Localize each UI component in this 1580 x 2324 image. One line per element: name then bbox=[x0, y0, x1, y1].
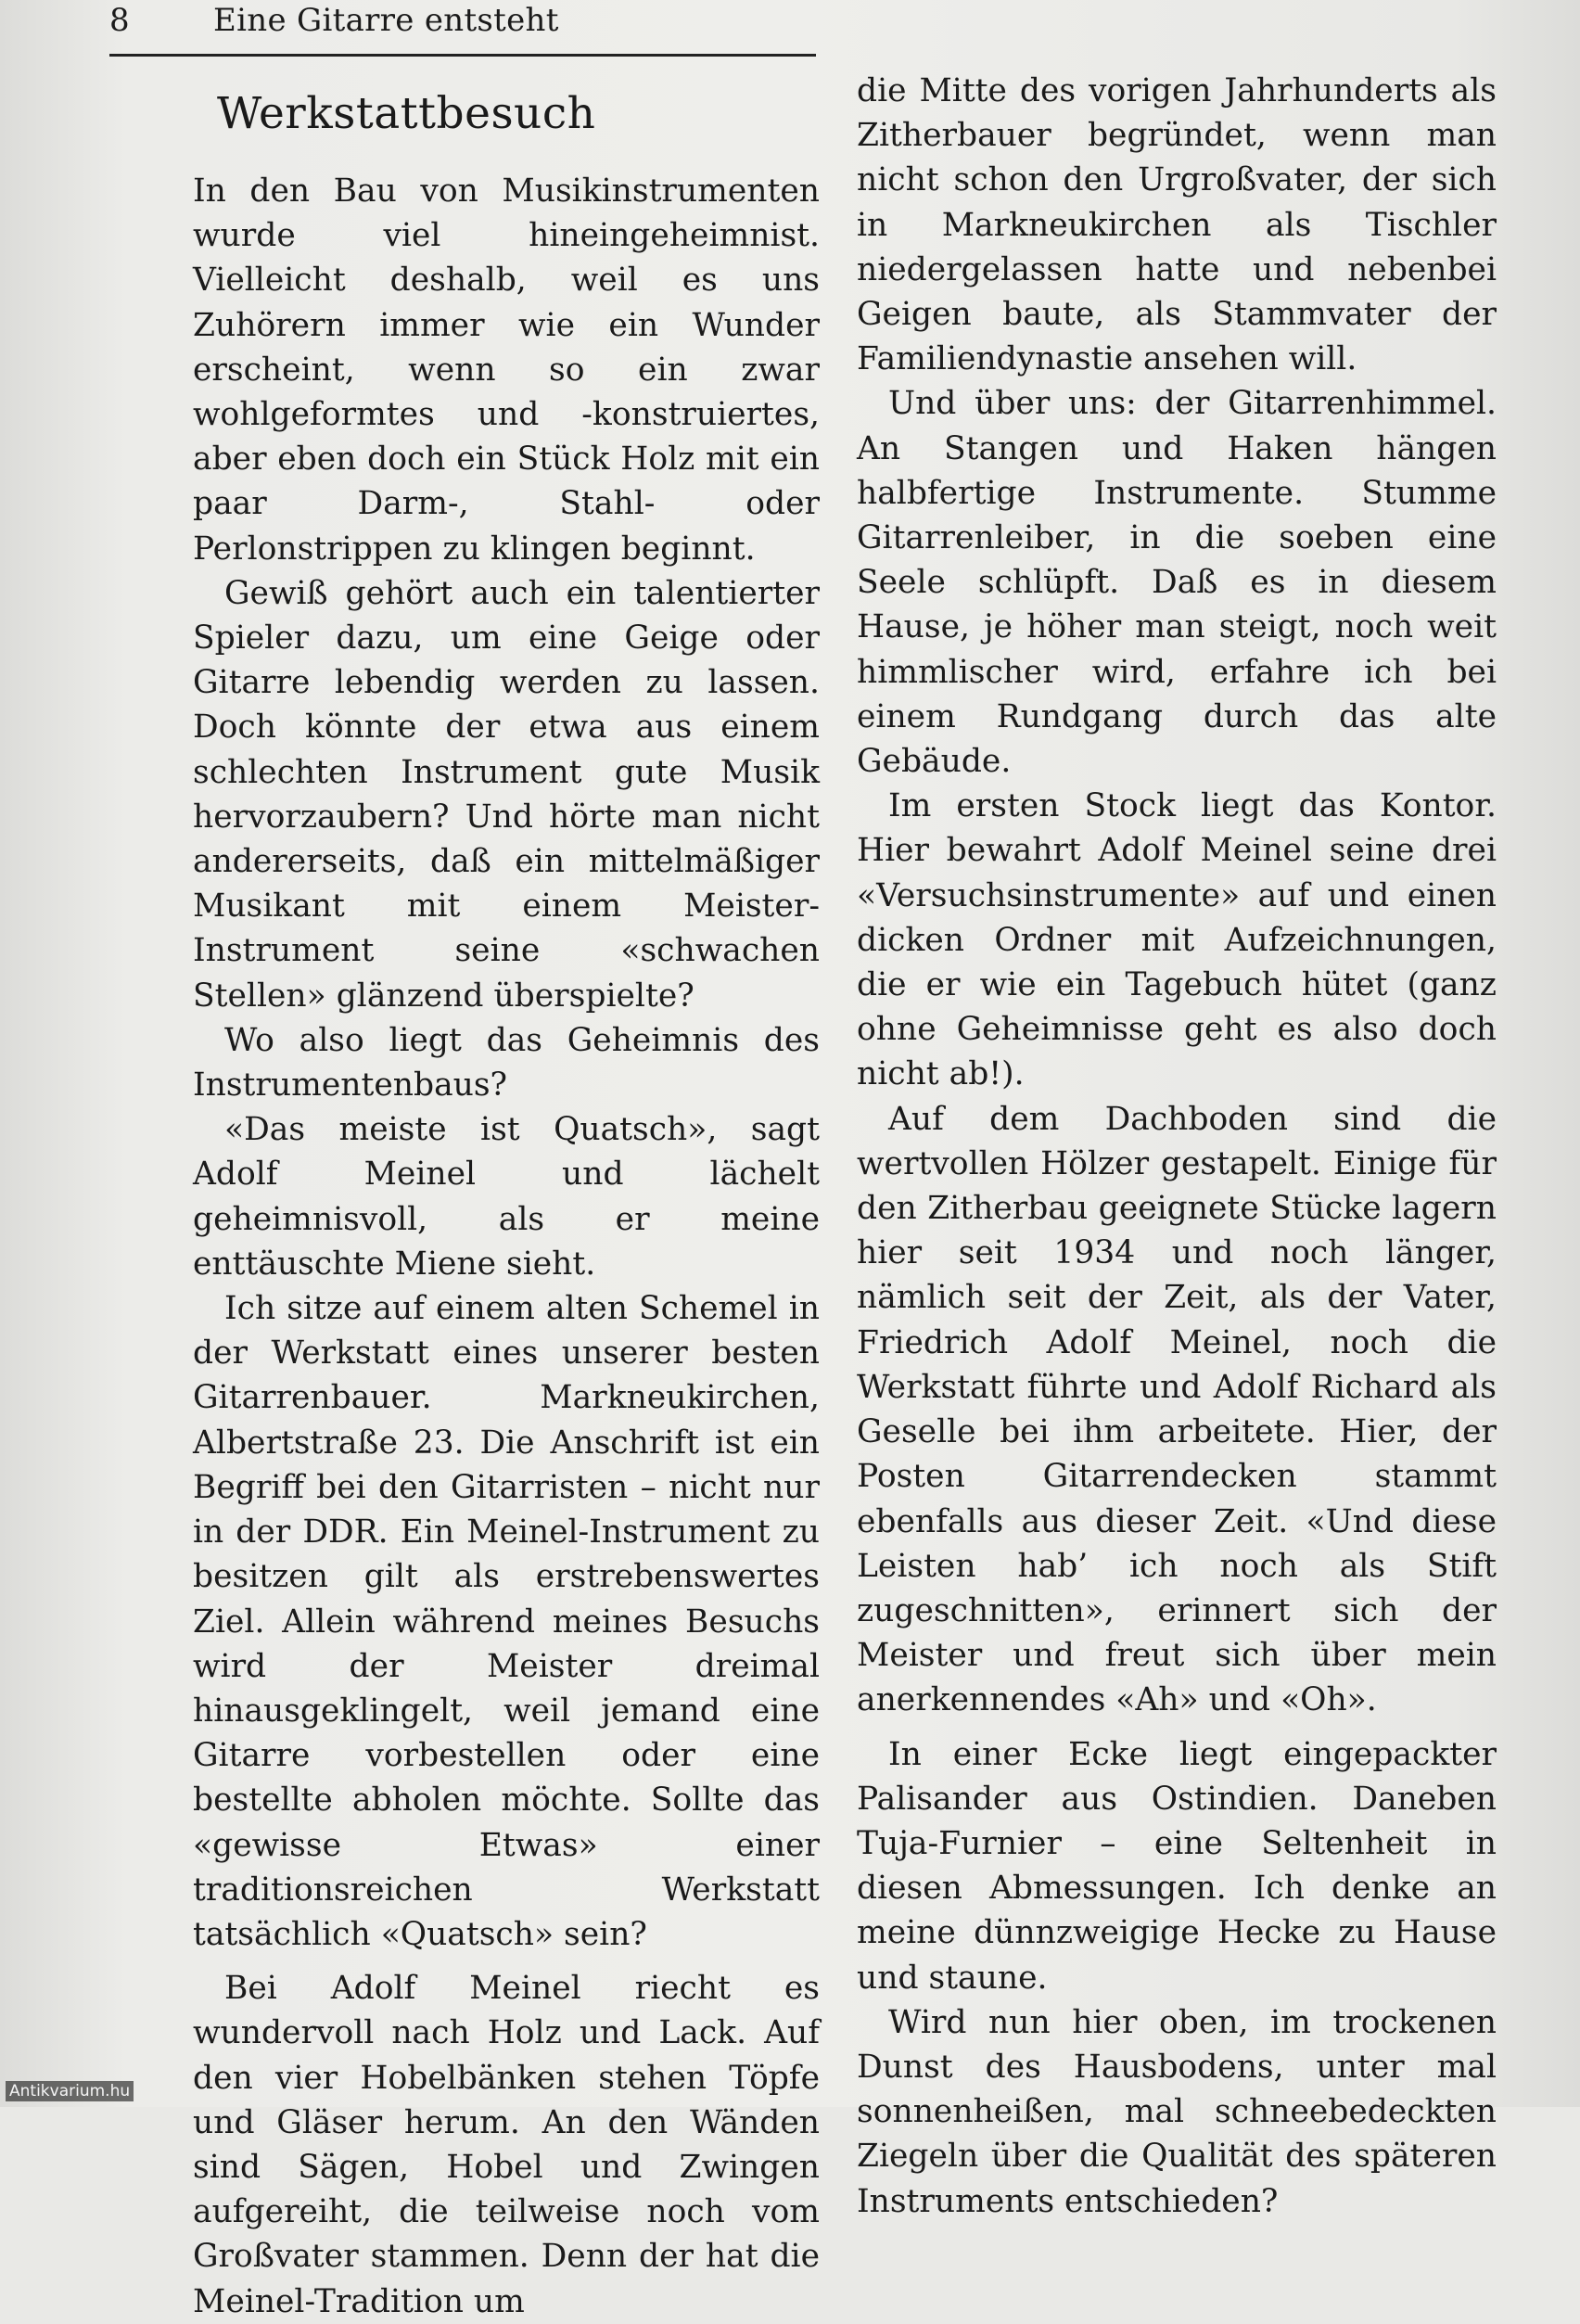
paragraph: Wo also liegt das Geheimnis des Instrumentenbaus? bbox=[193, 1021, 820, 1105]
paragraph: In den Bau von Musikinstrumenten wurde viel hineingeheimnist. Vielleicht deshalb, weil es uns Zuhörern immer wie ein Wunder erscheint, wenn so ein zwar wohlgeformtes und -konstruiertes, aber eben doch ein Stück Holz mit ein paar Darm-, Stahl- oder Perlonstrippen zu klingen beginnt. bbox=[193, 172, 820, 568]
paragraph: Auf dem Dachboden sind die wertvollen Hölzer gestapelt. Einige für den Zitherbau geeignete Stücke lagern hier seit 1934 und noch länger, nämlich seit der Zeit, als der Vater, Friedrich Adolf Meinel, noch die Werkstatt führte und Adolf Richard als Geselle bei ihm arbeitete. Hier, der Posten Gitarrendecken stammt ebenfalls aus dieser Zeit. «Und diese Leisten hab’ ich noch als Stift zugeschnitten», erinnert sich der Meister und freut sich über mein anerkennendes «Ah» und «Oh». bbox=[857, 1100, 1497, 1719]
page-header bbox=[109, 0, 816, 57]
paragraph: Bei Adolf Meinel riecht es wundervoll nach Holz und Lack. Auf den vier Hobelbänken stehen Töpfe und Gläser herum. An den Wänden sind Sägen, Hobel und Zwingen aufgereiht, die teilweise noch vom Großvater stammen. Denn der hat die Meinel-Tradition um bbox=[193, 1970, 820, 2320]
paragraph: Gewiß gehört auch ein talentierter Spieler dazu, um eine Geige oder Gitarre lebendig werden zu lassen. Doch könnte der etwa aus einem schlechten Instrument gute Musik hervorzaubern? Und hörte man nicht andererseits, daß ein mittelmäßiger Musikant mit einem Meister-Instrument seine «schwachen Stellen» glänzend überspielte? bbox=[193, 574, 820, 1015]
article-heading: Werkstattbesuch bbox=[217, 88, 596, 139]
paragraph: Ich sitze auf einem alten Schemel in der Werkstatt eines unserer besten Gitarrenbauer. Markneukirchen, Albertstraße 23. Die Anschrift ist ein Begriff bei den Gitarristen – nicht nur in der DDR. Ein Meinel-Instrument zu besitzen gilt als erstrebenswertes Ziel. Allein während meines Besuchs wird der Meister dreimal hinausgeklingelt, weil jemand eine Gitarre vorbestellen oder eine bestellte abholen möchte. Sollte das «gewisse Etwas» einer traditionsreichen Werkstatt tatsächlich «Quatsch» sein? bbox=[193, 1290, 820, 1953]
page-number: 8 bbox=[109, 2, 130, 39]
paragraph: die Mitte des vorigen Jahrhunderts als Zitherbauer begründet, wenn man nicht schon den Urgroßvater, der sich in Markneukirchen als Tischler niedergelassen hatte und nebenbei Geigen baute, als Stammvater der Familiendynastie ansehen will. bbox=[857, 72, 1497, 378]
paragraph: «Das meiste ist Quatsch», sagt Adolf Meinel und lächelt geheimnisvoll, als er meine enttäuschte Miene sieht. bbox=[193, 1111, 820, 1283]
running-title: Eine Gitarre entsteht bbox=[213, 2, 559, 39]
left-column bbox=[193, 85, 820, 2324]
right-column bbox=[857, 69, 1497, 2224]
paragraph: Wird nun hier oben, im trockenen Dunst des Hausbodens, unter mal sonnenheißen, mal schneebedeckten Ziegeln über die Qualität des späteren Instruments entschieden? bbox=[857, 2003, 1497, 2220]
paragraph: Und über uns: der Gitarrenhimmel. An Stangen und Haken hängen halbfertige Instrumente. Stumme Gitarrenleiber, in die soeben eine Seele schlüpft. Daß es in diesem Hause, je höher man steigt, noch weit himmlischer wird, erfahre ich bei einem Rundgang durch das alte Gebäude. bbox=[857, 385, 1497, 781]
watermark: Antikvarium.hu bbox=[6, 2081, 134, 2101]
paragraph: Im ersten Stock liegt das Kontor. Hier bewahrt Adolf Meinel seine drei «Versuchsinstrumente» auf und einen dicken Ordner mit Aufzeichnungen, die er wie ein Tagebuch hütet (ganz ohne Geheimnisse geht es also doch nicht ab!). bbox=[857, 787, 1497, 1093]
paragraph: In einer Ecke liegt eingepackter Palisander aus Ostindien. Daneben Tuja-Furnier – eine Seltenheit in diesen Abmessungen. Ich denke an meine dünnzweigige Hecke zu Hause und staune. bbox=[857, 1735, 1497, 1997]
